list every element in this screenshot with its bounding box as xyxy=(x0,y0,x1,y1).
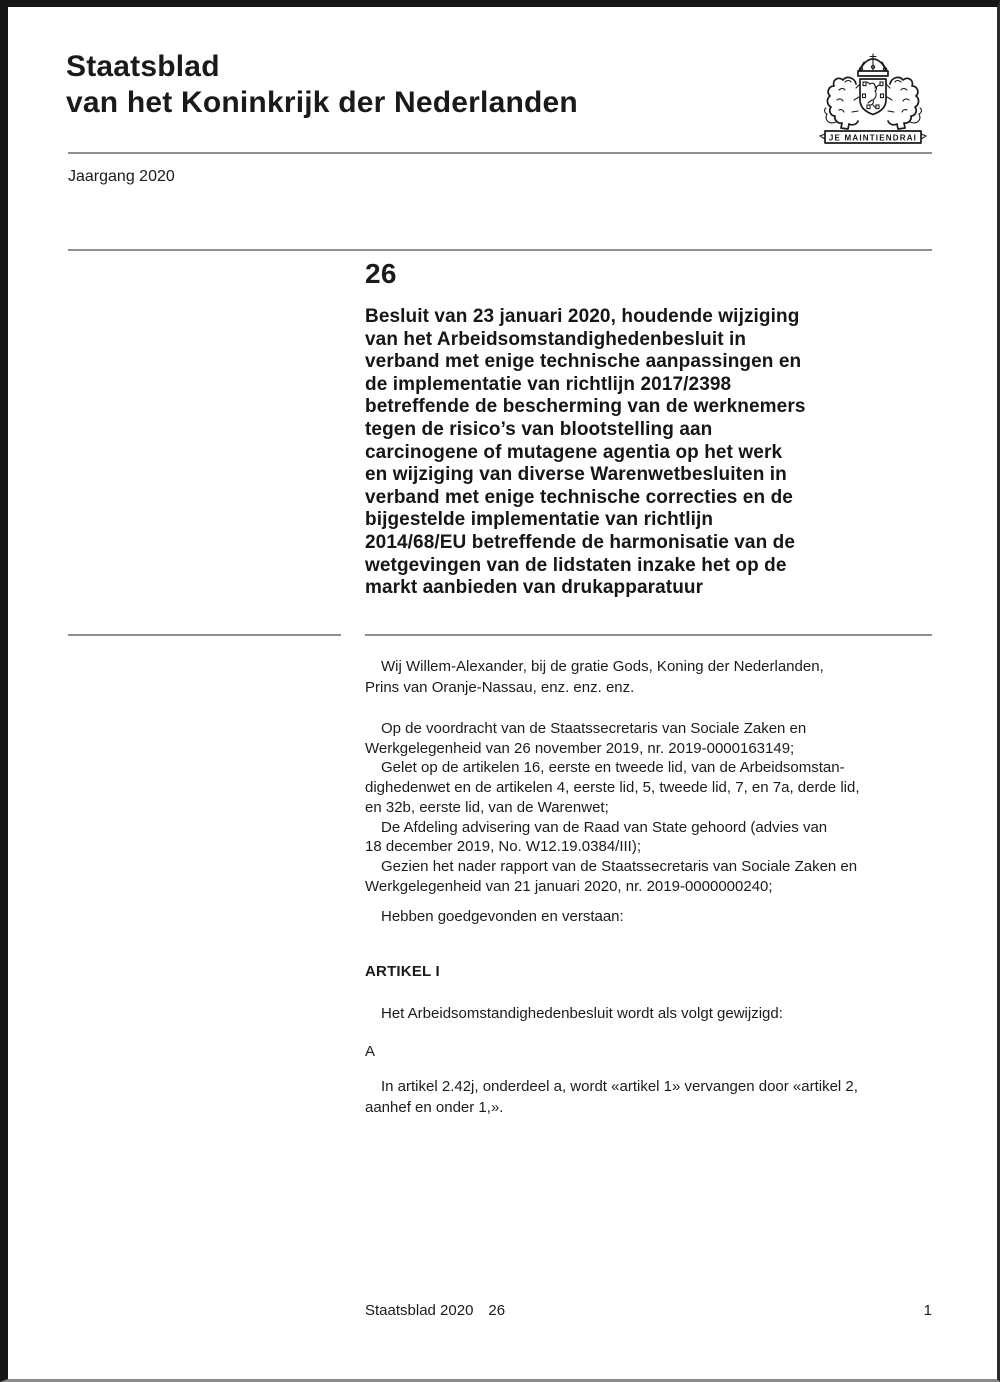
margin-column-divider xyxy=(68,634,341,636)
text-column-divider xyxy=(365,634,932,636)
supporter-lion-left-icon xyxy=(825,77,860,129)
dutch-coat-of-arms-icon xyxy=(812,50,934,150)
publication-title-line1: Staatsblad xyxy=(66,50,220,83)
shield-icon xyxy=(860,79,886,115)
publication-title xyxy=(66,49,578,121)
decree-title: Besluit van 23 januari 2020, houdende wijziging van het Arbeidsomstandighedenbesluit in verband met enige technische aanpassingen en de implementatie van richtlijn 2017/2398 betreffende de bescherming van de werknemers tegen de risico’s van blootstelling aan carcinogene of mutagene agentia op het werk en wijziging van diverse Warenwetbesluiten in verband met enige technische correcties en de bijgestelde implementatie van richtlijn 2014/68/EU betreffende de harmonisatie van de wetgevingen van de lidstaten inzake het op de markt aanbieden van drukapparatuur xyxy=(365,306,806,599)
motto-text: JE MAINTIENDRAI xyxy=(828,133,918,143)
crown-icon xyxy=(858,54,888,76)
section-divider xyxy=(68,249,932,251)
page-number: 1 xyxy=(923,1302,932,1319)
publication-title-line2: van het Koninkrijk der Nederlanden xyxy=(66,86,578,119)
preamble-paragraph: Op de voordracht van de Staatssecretaris van Sociale Zaken en Werkgelegenheid van 26 november 2019, nr. 2019-0000163149; xyxy=(365,720,807,757)
article-heading: ARTIKEL I xyxy=(365,963,440,980)
footer-publication-label: Staatsblad 2020 xyxy=(365,1302,474,1319)
preamble-paragraph: Gelet op de artikelen 16, eerste en tweede lid, van de Arbeidsomstan- dighedenwet en de artikelen 4, eerste lid, 5, tweede lid, 7, en 7a, derde lid, en 32b, eerste lid, van de Warenwet; xyxy=(365,759,860,816)
motto-banner xyxy=(820,131,926,143)
preamble-paragraph: Gezien het nader rapport van de Staatssecretaris van Sociale Zaken en Werkgelegenheid van 21 januari 2020, nr. 2019-0000000240; xyxy=(365,857,858,895)
preamble-paragraph: De Afdeling advisering van de Raad van State gehoord (advies van 18 december 2019, No. W12.19.0384/III); xyxy=(365,818,828,856)
footer-publication xyxy=(365,1302,505,1319)
supporter-lion-right-icon xyxy=(886,77,921,129)
preamble-block xyxy=(365,719,940,896)
enacting-formula: Hebben goedgevonden en verstaan: xyxy=(381,908,624,925)
decree-number: 26 xyxy=(365,258,397,289)
footer-issue-number: 26 xyxy=(488,1302,506,1319)
edition-year: Jaargang 2020 xyxy=(68,168,175,185)
royal-intro-paragraph: Wij Willem-Alexander, bij de gratie Gods, Koning der Nederlanden, Prins van Oranje-Nassau, enz. enz. enz. xyxy=(365,658,824,696)
amendment-text: In artikel 2.42j, onderdeel a, wordt «artikel 1» vervangen door «artikel 2, aanhef en onder 1,». xyxy=(365,1078,858,1116)
masthead-divider xyxy=(68,152,932,154)
part-label: A xyxy=(365,1043,376,1060)
page-footer xyxy=(365,1302,932,1319)
article-intro: Het Arbeidsomstandighedenbesluit wordt als volgt gewijzigd: xyxy=(381,1005,783,1022)
